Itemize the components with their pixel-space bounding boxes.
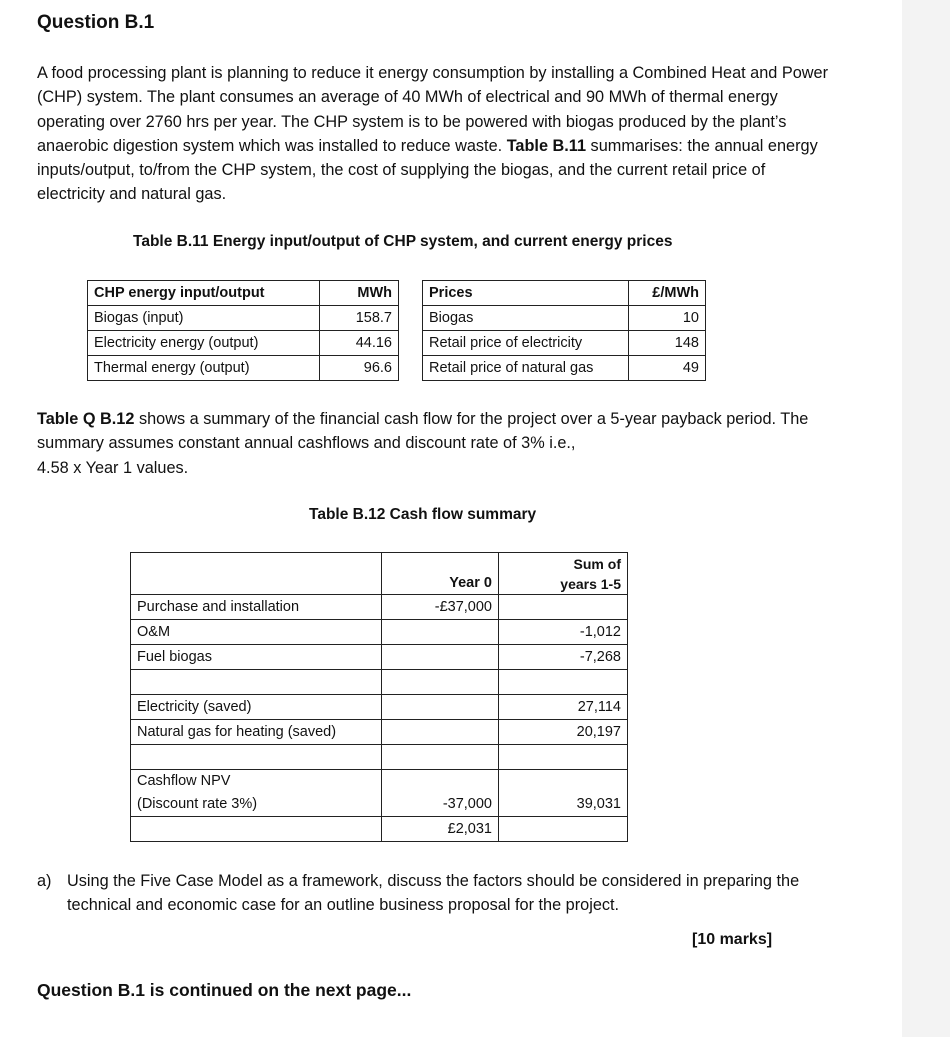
cell: Fuel biogas <box>131 645 382 670</box>
table-header-row <box>423 281 706 306</box>
table-b11-caption: Table B.11 Energy input/output of CHP system, and current energy prices <box>133 233 673 250</box>
table-row <box>131 720 628 745</box>
header-cell: CHP energy input/output <box>88 281 320 306</box>
cell <box>131 817 382 842</box>
intro-text: A food processing plant is planning to reduce it energy consumption by installing a Combined Heat and Power (CHP) system. The plant consumes an average of 40 MWh of electrical and 90 MWh of thermal energy operating over 2760 hrs per year. The CHP system is to be powered with biogas produced by the plant’s anaerobic digestion system which was installed to reduce waste. <box>37 64 829 155</box>
table-row <box>88 306 399 331</box>
cell: 10 <box>629 306 706 331</box>
cell: 44.16 <box>320 331 399 356</box>
cell: Natural gas for heating (saved) <box>131 720 382 745</box>
cell <box>382 645 499 670</box>
cell: 27,114 <box>499 695 628 720</box>
energy-io-table <box>87 280 399 381</box>
table-row <box>131 792 628 817</box>
table-row <box>88 356 399 381</box>
table-row <box>131 745 628 770</box>
header-cell: Year 0 <box>382 553 499 595</box>
cell: Purchase and installation <box>131 595 382 620</box>
cell <box>382 720 499 745</box>
cell: -7,268 <box>499 645 628 670</box>
cell: 49 <box>629 356 706 381</box>
intro-text-end: summarises: the annual energy inputs/output, to/from the CHP system, the cost of supplying the biogas, and the current retail price of electricity and natural gas. <box>37 136 818 204</box>
cashflow-paragraph <box>37 407 837 480</box>
cell: 148 <box>629 331 706 356</box>
table-row <box>131 670 628 695</box>
header-cell <box>131 553 382 595</box>
cell: Cashflow NPV <box>131 770 382 793</box>
cell: O&M <box>131 620 382 645</box>
table-row <box>88 331 399 356</box>
cell: Electricity energy (output) <box>88 331 320 356</box>
cell: Retail price of electricity <box>423 331 629 356</box>
table-row <box>131 620 628 645</box>
cashflow-table <box>130 552 628 842</box>
cell <box>499 670 628 695</box>
table-b12-caption: Table B.12 Cash flow summary <box>309 506 537 523</box>
table-row <box>131 817 628 842</box>
cell: Electricity (saved) <box>131 695 382 720</box>
header-cell: Prices <box>423 281 629 306</box>
cell <box>131 745 382 770</box>
cell: -37,000 <box>382 792 499 817</box>
cell <box>131 670 382 695</box>
cell: Biogas <box>423 306 629 331</box>
cell <box>382 695 499 720</box>
table-row <box>423 331 706 356</box>
cell: 20,197 <box>499 720 628 745</box>
table-ref: Table B.11 <box>506 136 587 155</box>
para-text-end: 4.58 x Year 1 values. <box>37 458 189 477</box>
table-row <box>131 595 628 620</box>
table-row <box>131 645 628 670</box>
para-text: shows a summary of the financial cash flow for the project over a 5-year payback period. The summary assumes constant annual cashflows and discount rate of 3% i.e., <box>37 410 809 453</box>
cell: 96.6 <box>320 356 399 381</box>
cell: Biogas (input) <box>88 306 320 331</box>
table-header-row <box>131 553 628 595</box>
cell <box>382 770 499 793</box>
continued-footer: Question B.1 is continued on the next page... <box>37 980 412 1000</box>
table-row <box>131 770 628 793</box>
page-margin-strip <box>902 0 950 1037</box>
cell: -1,012 <box>499 620 628 645</box>
header-cell: Sum of years 1-5 <box>499 553 628 595</box>
cell <box>499 817 628 842</box>
table-row <box>131 695 628 720</box>
table-header-row <box>88 281 399 306</box>
intro-paragraph <box>37 61 837 207</box>
question-title: Question B.1 <box>37 12 155 33</box>
cell: Thermal energy (output) <box>88 356 320 381</box>
cell <box>382 670 499 695</box>
cell: Retail price of natural gas <box>423 356 629 381</box>
cell <box>499 595 628 620</box>
cell <box>499 745 628 770</box>
cell: -£37,000 <box>382 595 499 620</box>
cell: (Discount rate 3%) <box>131 792 382 817</box>
cell <box>499 770 628 793</box>
header-cell: MWh <box>320 281 399 306</box>
question-a-label: a) <box>37 872 52 890</box>
cell: £2,031 <box>382 817 499 842</box>
prices-table <box>422 280 706 381</box>
cell: 158.7 <box>320 306 399 331</box>
table-row <box>423 306 706 331</box>
cell <box>382 745 499 770</box>
table-row <box>423 356 706 381</box>
question-a-text: Using the Five Case Model as a framework, discuss the factors should be considered in preparing the technical and economic case for an outline business proposal for the project. <box>67 872 800 915</box>
cell: 39,031 <box>499 792 628 817</box>
table-ref: Table Q B.12 <box>37 410 135 428</box>
marks: [10 marks] <box>692 931 773 948</box>
cell <box>382 620 499 645</box>
question-a <box>37 869 837 918</box>
header-cell: £/MWh <box>629 281 706 306</box>
